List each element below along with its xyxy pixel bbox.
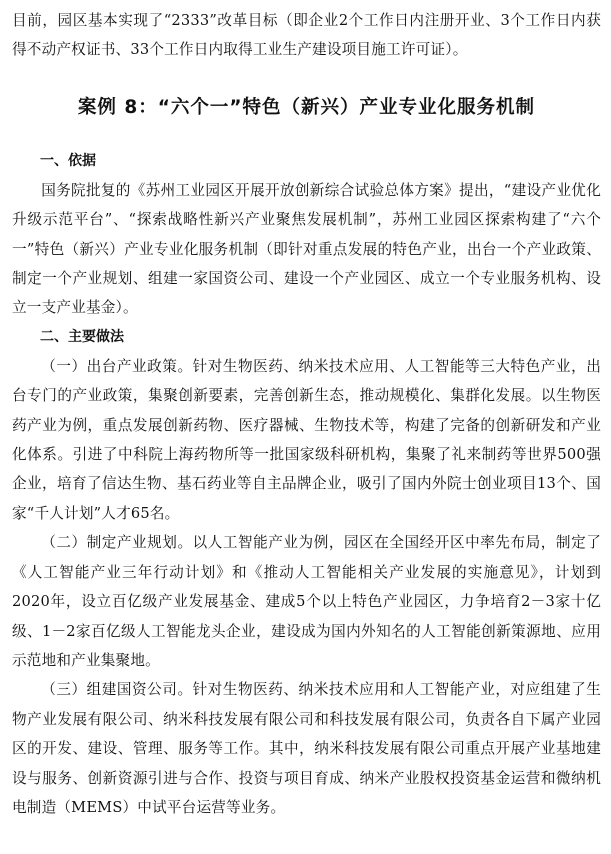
- case-title: 案例 8：“六个一”特色（新兴）产业专业化服务机制: [77, 96, 536, 118]
- basis-paragraph: 国务院批复的《苏州工业园区开展开放创新综合试验总体方案》提出，“建设产业优化升级示范平台”、“探索战略性新兴产业聚焦发展机制”，苏州工业园区探索构建了“六个一”特色（新兴）产业专业化服务机制（即针对重点发展的特色产业，出台一个产业政策、制定一个产业规划、组建一家国资公司、建设一个产业园区、成立一个专业服务机构、设立一支产业基金）。: [12, 181, 601, 317]
- practice-paragraph-industry-policy: （一）出台产业政策。针对生物医药、纳米技术应用、人工智能等三大特色产业，出台专门的产业政策，集聚创新要素，完善创新生态，推动规模化、集群化发展。以生物医药产业为例，重点发展创新药物、医疗器械、生物技术等，构建了完备的创新研发和产业化体系。引进了中科院上海药物所等一批国家级科研机构，集聚了礼来制药等世界500强企业，培育了信达生物、基石药业等自主品牌企业，吸引了国内外院士创业项目13个、国家“千人计划”人才65名。: [12, 357, 601, 522]
- section-heading-main-practices: 二、主要做法: [40, 328, 124, 345]
- practice-paragraph-industry-plan: （二）制定产业规划。以人工智能产业为例，园区在全国经开区中率先布局，制定了《人工智能产业三年行动计划》和《推动人工智能相关产业发展的实施意见》，计划到2020年，设立百亿级产业发展基金、建成5个以上特色产业园区，力争培育2－3家十亿级、1－2家百亿级人工智能龙头企业，建设成为国内外知名的人工智能创新策源地、应用示范地和产业集聚地。: [12, 534, 601, 669]
- intro-paragraph: 目前，园区基本实现了“2333”改革目标（即企业2个工作日内注册开业、3个工作日内获得不动产权证书、33个工作日内取得工业生产建设项目施工许可证）。: [12, 12, 601, 59]
- practice-paragraph-state-company: （三）组建国资公司。针对生物医药、纳米技术应用和人工智能产业，对应组建了生物产业发展有限公司、纳米科技发展有限公司和科技发展有限公司，负责各自下属产业园区的开发、建设、管理、服务等工作。其中，纳米科技发展有限公司重点开展产业基地建设与服务、创新资源引进与合作、投资与项目育成、纳米产业股权投资基金运营和微纳机电制造（MEMS）中试平台运营等业务。: [12, 681, 601, 816]
- section-heading-basis: 一、依据: [40, 152, 96, 169]
